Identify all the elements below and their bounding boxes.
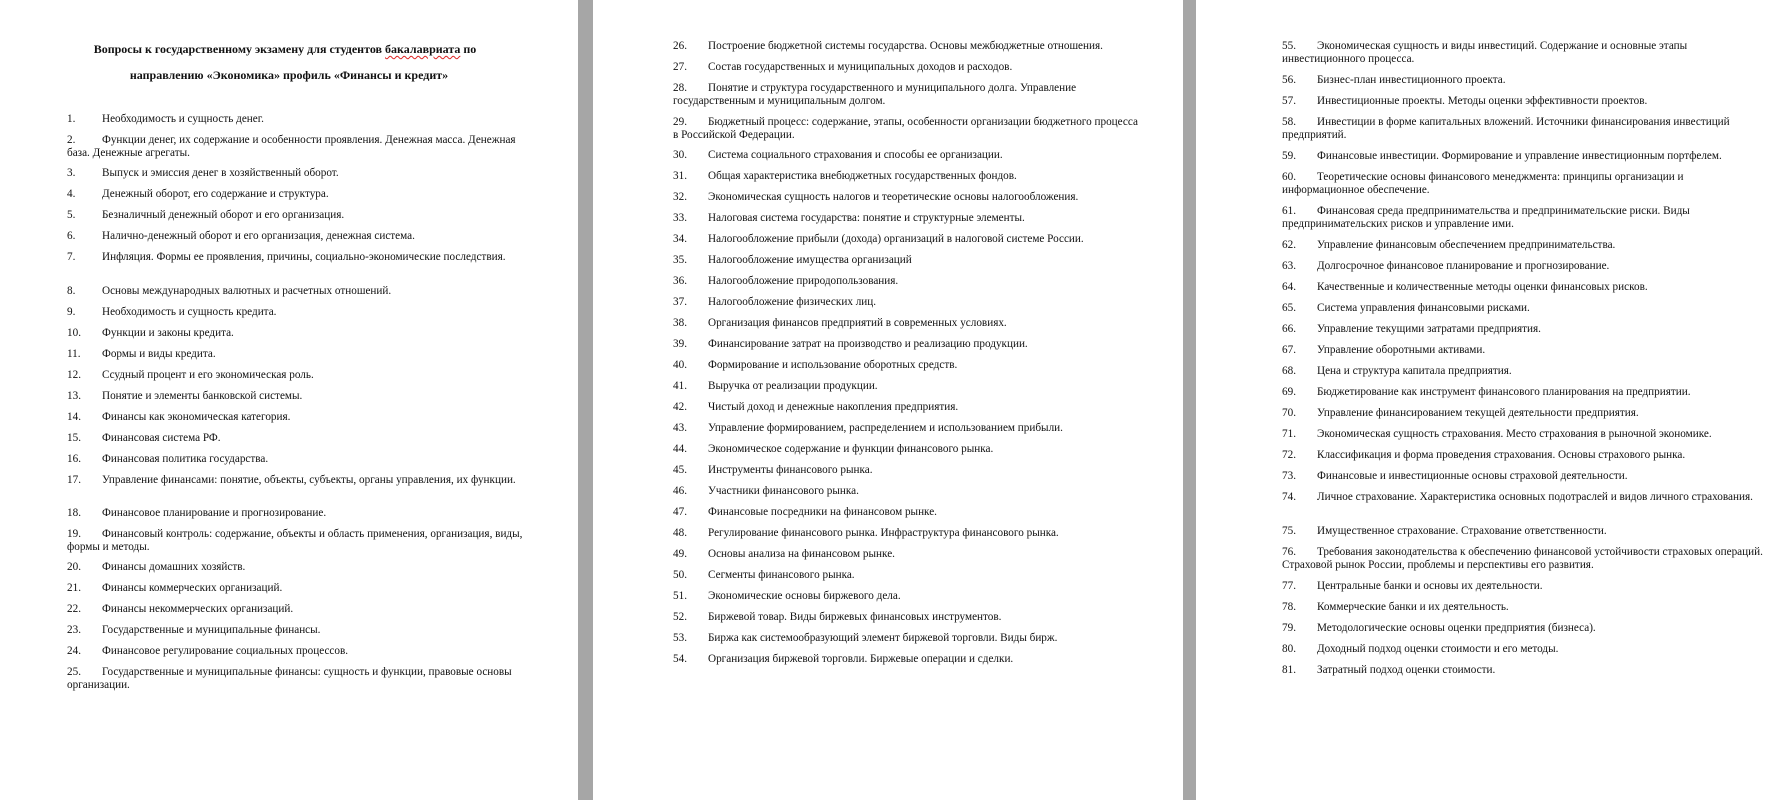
question-item [67, 188, 533, 201]
question-number: 70. [1282, 407, 1296, 419]
question-item [67, 666, 533, 692]
question-text: Экономическая сущность и виды инвестиций. Содержание и основные этапы инвестиционного процесса. [1282, 40, 1688, 65]
question-item [1282, 344, 1768, 357]
question-text: Понятие и элементы банковской системы. [102, 390, 303, 402]
question-text: Экономические основы биржевого дела. [708, 590, 901, 602]
question-item [673, 590, 1139, 603]
question-item [1282, 116, 1768, 142]
question-item [1282, 470, 1768, 483]
question-text: Безналичный денежный оборот и его организация. [102, 209, 345, 221]
question-text: Финансовое регулирование социальных процессов. [102, 645, 349, 657]
question-item [67, 528, 533, 554]
question-number: 58. [1282, 116, 1296, 128]
question-item [673, 170, 1139, 183]
question-text: Организация финансов предприятий в современных условиях. [708, 317, 1007, 329]
question-text: Понятие и структура государственного и муниципального долга. Управление государственным и муниципальным долгом. [673, 82, 1077, 107]
question-text: Финансовая среда предпринимательства и предпринимательские риски. Виды предпринимательских рисков и управление ими. [1282, 205, 1690, 230]
question-item [673, 317, 1139, 330]
question-item [67, 306, 533, 319]
question-item [673, 527, 1139, 540]
question-number: 2. [67, 134, 76, 146]
question-number: 29. [673, 116, 687, 128]
question-number: 46. [673, 485, 687, 497]
question-item [1282, 260, 1768, 273]
question-number: 79. [1282, 622, 1296, 634]
question-text: Цена и структура капитала предприятия. [1317, 365, 1512, 377]
question-item [673, 338, 1139, 351]
question-number: 78. [1282, 601, 1296, 613]
document-page-1 [0, 0, 578, 800]
question-item [67, 474, 533, 487]
question-text: Финансы как экономическая категория. [102, 411, 291, 423]
question-number: 24. [67, 645, 81, 657]
question-number: 9. [67, 306, 76, 318]
question-number: 11. [67, 348, 81, 360]
question-number: 47. [673, 506, 687, 518]
question-number: 80. [1282, 643, 1296, 655]
question-number: 56. [1282, 74, 1296, 86]
question-number: 32. [673, 191, 687, 203]
question-number: 41. [673, 380, 687, 392]
question-text: Финансы коммерческих организаций. [102, 582, 283, 594]
question-number: 42. [673, 401, 687, 413]
question-number: 1. [67, 113, 76, 125]
question-number: 66. [1282, 323, 1296, 335]
question-number: 23. [67, 624, 81, 636]
question-text: Регулирование финансового рынка. Инфраструктура финансового рынка. [708, 527, 1059, 539]
title-line1-c: по [460, 42, 477, 56]
question-number: 77. [1282, 580, 1296, 592]
question-item [67, 603, 533, 616]
question-text: Финансы некоммерческих организаций. [102, 603, 294, 615]
question-item [1282, 407, 1768, 420]
question-number: 20. [67, 561, 81, 573]
title-misspelled-word: бакалавриата [385, 42, 461, 56]
question-text: Инфляция. Формы ее проявления, причины, социально-экономические последствия. [102, 251, 506, 263]
question-number: 57. [1282, 95, 1296, 107]
question-number: 38. [673, 317, 687, 329]
question-number: 59. [1282, 150, 1296, 162]
question-number: 28. [673, 82, 687, 94]
question-item [673, 116, 1139, 142]
question-text: Государственные и муниципальные финансы. [102, 624, 321, 636]
question-item [673, 443, 1139, 456]
question-text: Бюджетный процесс: содержание, этапы, особенности организации бюджетного процесса в Российской Федерации. [673, 116, 1138, 141]
question-text: Инвестиционные проекты. Методы оценки эффективности проектов. [1317, 95, 1648, 107]
question-item [1282, 150, 1768, 163]
question-number: 76. [1282, 546, 1296, 558]
question-item [673, 212, 1139, 225]
question-number: 26. [673, 40, 687, 52]
question-text: Налоговая система государства: понятие и структурные элементы. [708, 212, 1025, 224]
question-number: 6. [67, 230, 76, 242]
question-item [673, 233, 1139, 246]
question-text: Центральные банки и основы их деятельности. [1317, 580, 1543, 592]
question-text: Инвестиции в форме капитальных вложений. Источники финансирования инвестиций предприятий. [1282, 116, 1730, 141]
question-number: 12. [67, 369, 81, 381]
question-item [673, 485, 1139, 498]
question-text: Сегменты финансового рынка. [708, 569, 855, 581]
question-text: Биржа как системообразующий элемент биржевой торговли. Виды бирж. [708, 632, 1058, 644]
question-item [673, 40, 1139, 53]
question-text: Финансовая политика государства. [102, 453, 269, 465]
question-text: Бизнес-план инвестиционного проекта. [1317, 74, 1506, 86]
question-number: 8. [67, 285, 76, 297]
question-text: Необходимость и сущность денег. [102, 113, 264, 125]
question-item [1282, 449, 1768, 462]
question-number: 21. [67, 582, 81, 594]
question-number: 7. [67, 251, 76, 263]
question-text: Финансы домашних хозяйств. [102, 561, 246, 573]
question-text: Налогообложение природопользования. [708, 275, 899, 287]
question-text: Финансовая система РФ. [102, 432, 221, 444]
question-text: Формы и виды кредита. [102, 348, 216, 360]
question-item [67, 645, 533, 658]
question-number: 37. [673, 296, 687, 308]
question-item [673, 422, 1139, 435]
question-item [673, 611, 1139, 624]
question-item [673, 401, 1139, 414]
question-number: 49. [673, 548, 687, 560]
question-text: Экономическая сущность налогов и теоретические основы налогообложения. [708, 191, 1079, 203]
document-page-3 [1196, 0, 1782, 800]
question-item [1282, 546, 1768, 572]
question-number: 65. [1282, 302, 1296, 314]
question-item [1282, 302, 1768, 315]
question-number: 15. [67, 432, 81, 444]
question-number: 19. [67, 528, 81, 540]
question-item [67, 369, 533, 382]
question-item [67, 411, 533, 424]
question-text: Налогообложение физических лиц. [708, 296, 877, 308]
question-item [673, 275, 1139, 288]
question-text: Функции денег, их содержание и особенности проявления. Денежная масса. Денежная база. Денежные агрегаты. [67, 134, 516, 159]
question-number: 52. [673, 611, 687, 623]
question-item [1282, 95, 1768, 108]
question-number: 69. [1282, 386, 1296, 398]
question-text: Управление финансовым обеспечением предпринимательства. [1317, 239, 1616, 251]
question-text: Финансовые инвестиции. Формирование и управление инвестиционным портфелем. [1317, 150, 1722, 162]
question-number: 4. [67, 188, 76, 200]
question-number: 74. [1282, 491, 1296, 503]
question-item [673, 254, 1139, 267]
question-number: 10. [67, 327, 81, 339]
question-text: Денежный оборот, его содержание и структура. [102, 188, 329, 200]
question-number: 39. [673, 338, 687, 350]
question-item [67, 348, 533, 361]
question-text: Экономическая сущность страхования. Место страхования в рыночной экономике. [1317, 428, 1712, 440]
question-item [67, 327, 533, 340]
question-item [1282, 74, 1768, 87]
question-item [1282, 171, 1768, 197]
question-text: Биржевой товар. Виды биржевых финансовых инструментов. [708, 611, 1002, 623]
question-number: 17. [67, 474, 81, 486]
question-item [1282, 622, 1768, 635]
question-number: 27. [673, 61, 687, 73]
question-item [67, 113, 533, 126]
question-number: 68. [1282, 365, 1296, 377]
question-number: 5. [67, 209, 76, 221]
question-item [673, 653, 1139, 666]
question-item [67, 561, 533, 574]
question-item [67, 507, 533, 520]
question-item [673, 359, 1139, 372]
question-text: Управление формированием, распределением и использованием прибыли. [708, 422, 1063, 434]
question-text: Общая характеристика внебюджетных государственных фондов. [708, 170, 1017, 182]
question-item [1282, 386, 1768, 399]
question-text: Формирование и использование оборотных средств. [708, 359, 958, 371]
question-text: Теоретические основы финансового менеджмента: принципы организации и информационное обеспечение. [1282, 171, 1684, 196]
question-number: 71. [1282, 428, 1296, 440]
title-line2: направлению «Экономика» профиль «Финансы и кредит» [129, 68, 449, 82]
question-text: Долгосрочное финансовое планирование и прогнозирование. [1317, 260, 1610, 272]
question-item [673, 632, 1139, 645]
question-text: Финансирование затрат на производство и реализацию продукции. [708, 338, 1028, 350]
question-item [67, 432, 533, 445]
question-number: 73. [1282, 470, 1296, 482]
question-item [67, 624, 533, 637]
question-item [67, 453, 533, 466]
question-text: Участники финансового рынка. [708, 485, 859, 497]
question-text: Управление финансированием текущей деятельности предприятия. [1317, 407, 1639, 419]
question-item [67, 582, 533, 595]
document-title [0, 36, 578, 88]
question-text: Коммерческие банки и их деятельность. [1317, 601, 1509, 613]
question-text: Доходный подход оценки стоимости и его методы. [1317, 643, 1559, 655]
question-item [1282, 323, 1768, 336]
question-text: Инструменты финансового рынка. [708, 464, 873, 476]
question-text: Основы анализа на финансовом рынке. [708, 548, 895, 560]
question-text: Построение бюджетной системы государства. Основы межбюджетные отношения. [708, 40, 1103, 52]
question-item [67, 285, 533, 298]
question-text: Налично-денежный оборот и его организация, денежная система. [102, 230, 415, 242]
question-item [1282, 428, 1768, 441]
question-item [1282, 491, 1768, 504]
question-number: 40. [673, 359, 687, 371]
question-text: Ссудный процент и его экономическая роль. [102, 369, 314, 381]
question-number: 53. [673, 632, 687, 644]
question-number: 54. [673, 653, 687, 665]
question-item [1282, 580, 1768, 593]
question-text: Требования законодательства к обеспечению финансовой устойчивости страховых операций. Страховой рынок России, проблемы и перспективы его развития. [1282, 546, 1763, 571]
question-text: Имущественное страхование. Страхование ответственности. [1317, 525, 1607, 537]
question-text: Система социального страхования и способы ее организации. [708, 149, 1003, 161]
question-text: Государственные и муниципальные финансы: сущность и функции, правовые основы организации. [67, 666, 512, 691]
question-text: Финансовые посредники на финансовом рынке. [708, 506, 937, 518]
question-number: 44. [673, 443, 687, 455]
question-item [673, 82, 1139, 108]
question-item [1282, 365, 1768, 378]
question-text: Организация биржевой торговли. Биржевые операции и сделки. [708, 653, 1014, 665]
question-number: 81. [1282, 664, 1296, 676]
question-item [67, 134, 533, 160]
question-item [673, 61, 1139, 74]
question-number: 75. [1282, 525, 1296, 537]
question-item [1282, 239, 1768, 252]
title-line1-a: Вопросы к государственному экзамену для студентов [93, 42, 386, 56]
question-text: Выручка от реализации продукции. [708, 380, 878, 392]
question-text: Управление финансами: понятие, объекты, субъекты, органы управления, их функции. [102, 474, 516, 486]
question-item [1282, 601, 1768, 614]
question-number: 18. [67, 507, 81, 519]
question-text: Основы международных валютных и расчетных отношений. [102, 285, 392, 297]
question-item [1282, 205, 1768, 231]
question-item [1282, 281, 1768, 294]
question-item [1282, 525, 1768, 538]
question-item [67, 251, 533, 264]
question-text: Затратный подход оценки стоимости. [1317, 664, 1496, 676]
question-number: 25. [67, 666, 81, 678]
question-number: 36. [673, 275, 687, 287]
question-text: Налогообложение прибыли (дохода) организаций в налоговой системе России. [708, 233, 1084, 245]
question-number: 63. [1282, 260, 1296, 272]
question-item [67, 390, 533, 403]
question-text: Налогообложение имущества организаций [708, 254, 912, 266]
question-number: 35. [673, 254, 687, 266]
question-number: 45. [673, 464, 687, 476]
question-item [673, 548, 1139, 561]
question-number: 72. [1282, 449, 1296, 461]
question-item [67, 230, 533, 243]
question-text: Классификация и форма проведения страхования. Основы страхового рынка. [1317, 449, 1686, 461]
question-text: Функции и законы кредита. [102, 327, 234, 339]
question-item [673, 149, 1139, 162]
question-text: Методологические основы оценки предприятия (бизнеса). [1317, 622, 1596, 634]
question-item [673, 506, 1139, 519]
question-number: 51. [673, 590, 687, 602]
question-text: Финансовый контроль: содержание, объекты и область применения, организация, виды, формы и методы. [67, 528, 523, 553]
question-number: 16. [67, 453, 81, 465]
question-text: Система управления финансовыми рисками. [1317, 302, 1530, 314]
question-text: Управление текущими затратами предприятия. [1317, 323, 1541, 335]
question-text: Финансовое планирование и прогнозирование. [102, 507, 327, 519]
question-item [1282, 664, 1768, 677]
question-number: 34. [673, 233, 687, 245]
question-number: 43. [673, 422, 687, 434]
question-item [673, 464, 1139, 477]
question-number: 33. [673, 212, 687, 224]
question-text: Качественные и количественные методы оценки финансовых рисков. [1317, 281, 1648, 293]
question-number: 50. [673, 569, 687, 581]
question-number: 48. [673, 527, 687, 539]
question-number: 64. [1282, 281, 1296, 293]
question-number: 61. [1282, 205, 1296, 217]
question-text: Чистый доход и денежные накопления предприятия. [708, 401, 959, 413]
question-text: Управление оборотными активами. [1317, 344, 1486, 356]
question-item [673, 191, 1139, 204]
question-text: Финансовые и инвестиционные основы страховой деятельности. [1317, 470, 1628, 482]
question-number: 14. [67, 411, 81, 423]
question-item [673, 569, 1139, 582]
question-text: Экономическое содержание и функции финансового рынка. [708, 443, 994, 455]
question-item [673, 296, 1139, 309]
question-item [1282, 40, 1768, 66]
question-number: 62. [1282, 239, 1296, 251]
document-page-2 [593, 0, 1183, 800]
question-text: Необходимость и сущность кредита. [102, 306, 277, 318]
question-item [67, 209, 533, 222]
question-number: 30. [673, 149, 687, 161]
question-number: 55. [1282, 40, 1296, 52]
question-number: 31. [673, 170, 687, 182]
question-item [67, 167, 533, 180]
question-item [673, 380, 1139, 393]
question-text: Выпуск и эмиссия денег в хозяйственный оборот. [102, 167, 339, 179]
question-text: Бюджетирование как инструмент финансового планирования на предприятии. [1317, 386, 1691, 398]
question-number: 3. [67, 167, 76, 179]
question-item [1282, 643, 1768, 656]
question-number: 67. [1282, 344, 1296, 356]
question-number: 60. [1282, 171, 1296, 183]
question-number: 22. [67, 603, 81, 615]
question-text: Состав государственных и муниципальных доходов и расходов. [708, 61, 1013, 73]
question-number: 13. [67, 390, 81, 402]
question-text: Личное страхование. Характеристика основных подотраслей и видов личного страхования. [1317, 491, 1753, 503]
